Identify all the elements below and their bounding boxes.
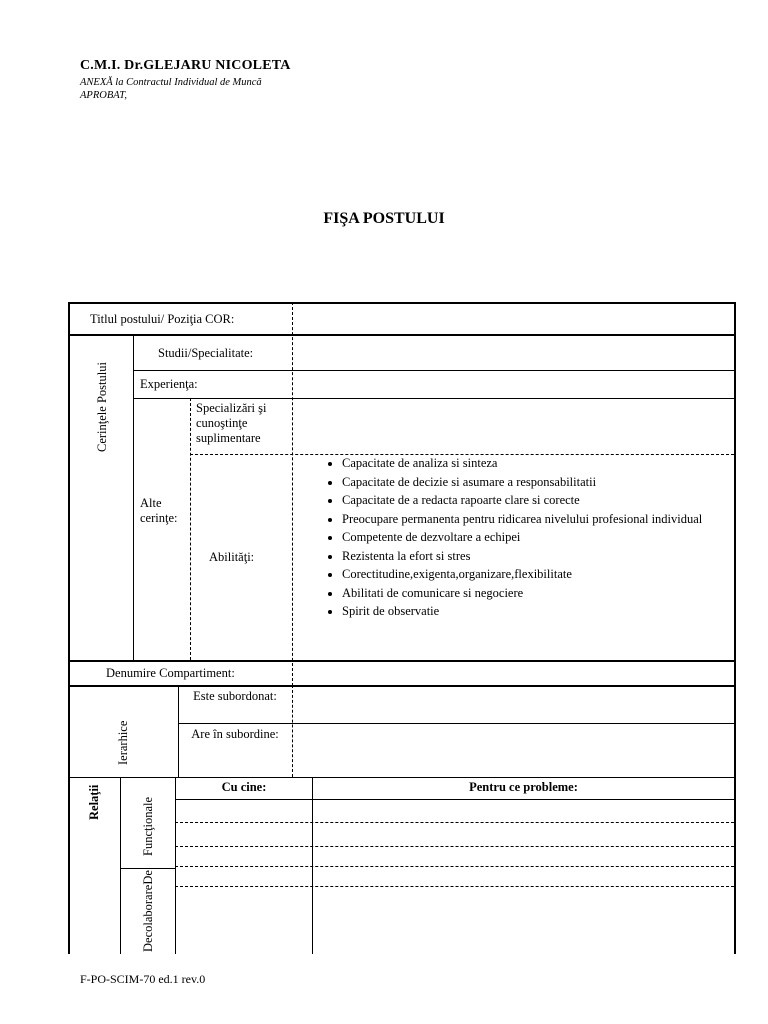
- annex-note: ANEXĂ la Contractul Individual de Muncă: [80, 77, 262, 88]
- list-item: • Rezistenta la efort si stres: [342, 549, 768, 565]
- collaboration-label: DecolaborareDe: [141, 870, 155, 952]
- list-item: • Preocupare permanenta pentru ridicarea nivelului profesional individual: [342, 512, 768, 528]
- subordinate-to-label: Este subordonat:: [193, 689, 277, 703]
- for-what-header: Pentru ce probleme:: [469, 780, 578, 794]
- other-requirements-label: Alte cerinţe:: [140, 496, 178, 525]
- hierarchical-label: Ierarhice: [116, 720, 130, 765]
- abilities-list: [300, 456, 768, 623]
- relations-label: Relaţii: [87, 784, 101, 820]
- form-code: F-PO-SCIM-70 ed.1 rev.0: [80, 972, 206, 986]
- has-subordinates-label: Are în subordine:: [191, 727, 279, 741]
- list-item: • Capacitate de analiza si sinteza: [342, 456, 768, 472]
- list-item: • Capacitate de a redacta rapoarte clare si corecte: [342, 493, 768, 509]
- abilities-label: Abilităţi:: [209, 550, 255, 564]
- studies-label: Studii/Specialitate:: [158, 346, 254, 360]
- company-name: C.M.I. Dr.GLEJARU NICOLETA: [80, 58, 291, 73]
- specializations-label: Specializări şi cunoştinţe suplimentare: [196, 401, 267, 445]
- approved-note: APROBAT,: [80, 90, 127, 101]
- department-label: Denumire Compartiment:: [106, 666, 235, 680]
- document-title: FIŞA POSTULUI: [323, 210, 445, 227]
- list-item: • Corectitudine,exigenta,organizare,flexibilitate: [342, 567, 768, 583]
- experience-label: Experienţa:: [140, 377, 198, 391]
- list-item: • Spirit de observatie: [342, 604, 768, 620]
- list-item: • Abilitati de comunicare si negociere: [342, 586, 768, 602]
- list-item: • Capacitate de decizie si asumare a responsabilitatii: [342, 475, 768, 491]
- list-item: • Competente de dezvoltare a echipei: [342, 530, 768, 546]
- functional-label: Funcţionale: [141, 796, 155, 856]
- requirements-label: Cerinţele Postului: [95, 362, 109, 452]
- with-whom-header: Cu cine:: [221, 780, 267, 794]
- job-title-label: Titlul postului/ Poziţia COR:: [90, 312, 235, 326]
